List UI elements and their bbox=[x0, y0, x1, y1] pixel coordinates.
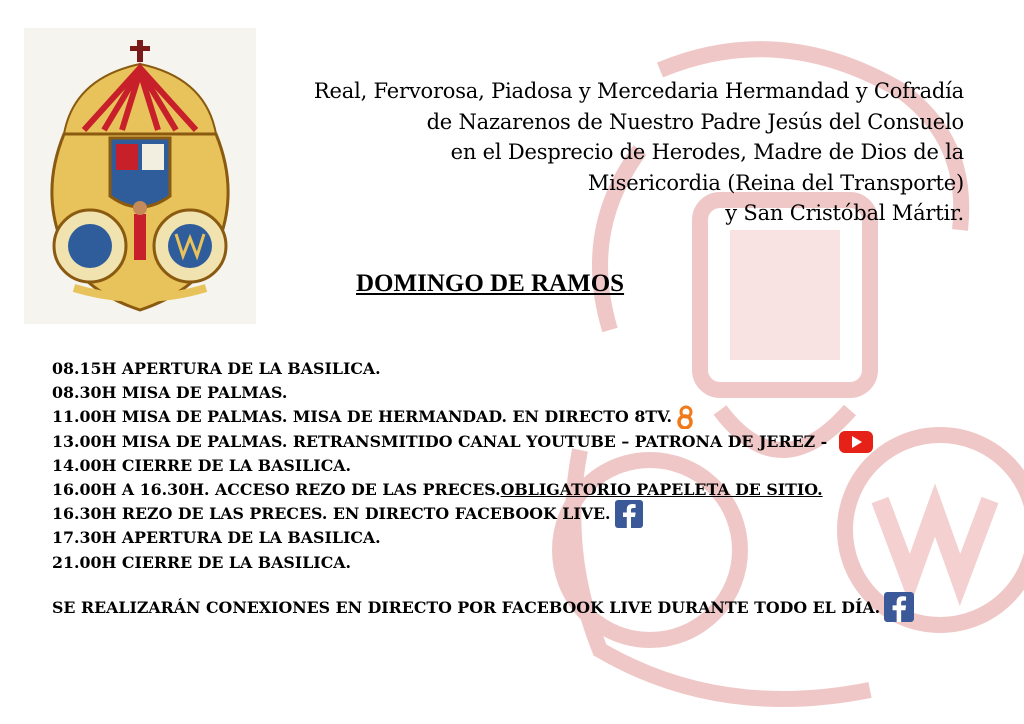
8tv-logo-icon[interactable] bbox=[676, 405, 696, 429]
header-line: y San Cristóbal Mártir. bbox=[725, 201, 964, 225]
facebook-icon[interactable] bbox=[615, 500, 643, 528]
schedule-item: 08.15H APERTURA DE LA BASILICA. bbox=[52, 359, 381, 378]
facebook-icon[interactable] bbox=[884, 592, 914, 622]
youtube-icon[interactable] bbox=[839, 430, 873, 454]
schedule-item: 21.00H CIERRE DE LA BASILICA. bbox=[52, 552, 352, 572]
header-line: en el Desprecio de Herodes, Madre de Dios de la bbox=[450, 140, 964, 164]
schedule-item: 13.00H MISA DE PALMAS. RETRANSMITIDO CANAL YOUTUBE – PATRONA DE JEREZ - bbox=[52, 430, 992, 454]
page-title: DOMINGO DE RAMOS bbox=[356, 270, 625, 297]
schedule-item: 16.30H REZO DE LAS PRECES. EN DIRECTO FACEBOOK LIVE. bbox=[52, 502, 992, 526]
schedule-item: 08.30H MISA DE PALMAS. bbox=[52, 383, 288, 403]
schedule-item: 17.30H APERTURA DE LA BASILICA. bbox=[52, 528, 381, 548]
header-line: Real, Fervorosa, Piadosa y Mercedaria Hermandad y Cofradía bbox=[313, 79, 964, 103]
mandatory-notice: OBLIGATORIO PAPELETA DE SITIO. bbox=[500, 479, 823, 499]
live-broadcast-note: SE REALIZARÁN CONEXIONES EN DIRECTO POR FACEBOOK LIVE DURANTE TODO EL DÍA. bbox=[52, 592, 914, 622]
header-line: de Nazarenos de Nuestro Padre Jesús del Consuelo bbox=[426, 109, 964, 134]
schedule-item: 16.00H A 16.30H. ACCESO REZO DE LAS PRECES. OBLIGATORIO PAPELETA DE SITIO. bbox=[52, 478, 992, 502]
crest-emblem-icon bbox=[34, 38, 246, 316]
brotherhood-name bbox=[264, 76, 964, 229]
header-line: Misericordia (Reina del Transporte) bbox=[587, 170, 964, 195]
schedule-item: 11.00H MISA DE PALMAS. MISA DE HERMANDAD. EN DIRECTO 8TV. bbox=[52, 405, 992, 429]
schedule-list bbox=[52, 357, 992, 575]
schedule-item: 14.00H CIERRE DE LA BASILICA. bbox=[52, 455, 352, 475]
brotherhood-crest bbox=[24, 28, 256, 324]
